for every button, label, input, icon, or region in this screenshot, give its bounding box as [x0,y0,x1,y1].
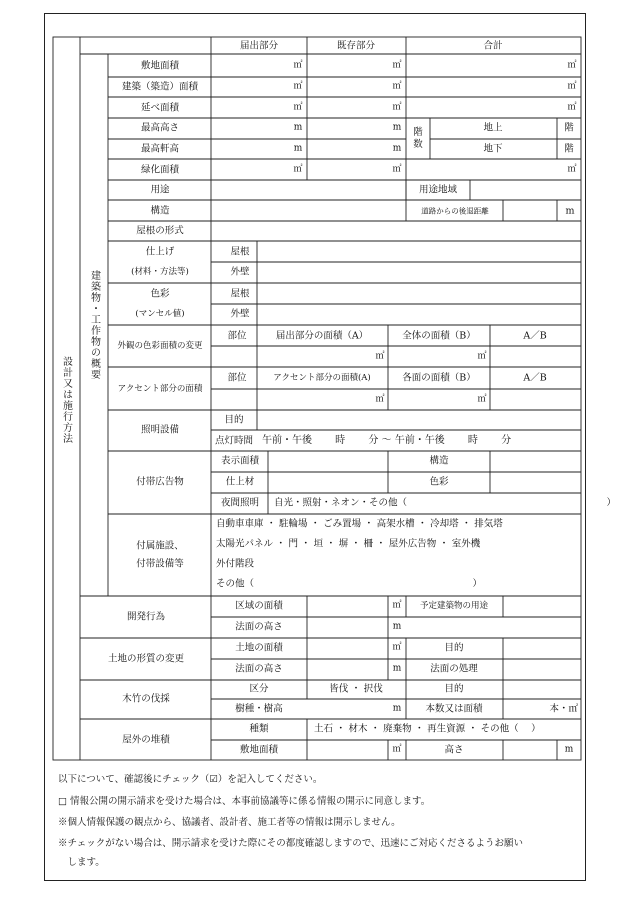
label-ratio: A／B [523,372,547,384]
facilities-line-3: 外付階段 [216,558,255,570]
unit-floor: 階 [564,143,574,155]
label-notified-area: 届出部分の面積（A） [275,330,369,342]
label-storage-height: 高さ [444,744,464,756]
unit-m: m [565,205,575,217]
header-existing: 既存部分 [336,40,376,52]
label-accent-area: アクセント部分の面積 [117,383,203,394]
unit-m2: ㎡ [567,164,577,175]
label-lighting-purpose: 目的 [224,414,244,426]
label-color-sub: (マンセル値) [135,308,185,319]
label-display-area: 表示面積 [220,455,260,467]
label-tree-category: 区分 [249,683,269,695]
label-night-lighting: 夜間照明 [220,497,260,509]
label-land-purpose: 目的 [444,642,464,654]
facilities-line-1: 自動車車庫 ・ 駐輪場 ・ ごみ置場 ・ 高架水槽 ・ 冷却塔 ・ 排気塔 [216,518,503,530]
label-max-height: 最高高さ [140,122,180,134]
label-dev-slope: 法面の高さ [235,621,283,633]
note-5: します。 [58,857,105,868]
side-title: 設計又は施行方法 [60,356,72,444]
unit-m: m [392,663,402,674]
label-facilities: 付属施設、 [136,540,184,552]
label-wall: 外壁 [230,308,250,320]
label-signage: 付帯広告物 [136,476,184,488]
unit-m: m [392,143,402,154]
label-signage-structure: 構造 [429,455,449,467]
label-floors: 階数 [413,127,423,150]
label-storage-kind: 種類 [249,723,269,735]
label-setback: 道路からの後退距離 [421,206,489,216]
label-finish-sub: (材料・方法等) [131,266,189,277]
label-slope-treatment: 法面の処理 [430,663,478,675]
unit-m: m [392,703,402,714]
unit-m: m [293,122,303,133]
unit-m2: ㎡ [392,60,402,71]
unit-m2: ㎡ [293,60,303,71]
unit-m2: ㎡ [293,102,303,113]
label-development: 開発行為 [126,611,166,623]
label-part: 部位 [227,330,247,342]
lighting-hours-text: 午前・午後 時 分 ～ 午前・午後 時 分 [262,435,512,446]
facilities-line-4: その他（ ） [216,578,483,590]
unit-m: m [392,621,402,632]
group-title: 建築物・工作物の概要 [88,270,100,380]
note-4: ※チェックがない場合は、開示請求を受けた際にその都度確認しますので、迅速にご対応くださるようお願い [58,838,524,849]
unit-m2: ㎡ [392,600,402,611]
label-roof: 屋根 [230,246,250,258]
label-tree-felling: 木竹の伐採 [122,693,170,705]
label-lighting-hours: 点灯時間 [214,435,254,447]
label-roof-form: 屋根の形式 [136,225,184,237]
unit-m2: ㎡ [567,60,577,71]
label-green-area: 緑化面積 [140,164,180,176]
unit-m: m [564,744,574,755]
label-tree-purpose: 目的 [444,683,464,695]
label-part: 部位 [227,372,247,384]
label-outdoor-storage: 屋外の堆積 [122,734,170,746]
label-dev-area: 区域の面積 [235,600,283,612]
label-total-area: 全体の面積（B） [402,330,476,342]
label-facilities-2: 付帯設備等 [136,558,184,570]
note-2-consent-checkbox[interactable]: □ 情報公開の開示請求を受けた場合は、本事前協議等に係る情報の開示に同意します。 [58,796,431,807]
label-site-area: 敷地面積 [140,60,180,72]
label-wall: 外壁 [230,266,250,278]
label-tree-count: 本数又は面積 [425,703,483,715]
label-use-district: 用途地域 [418,184,458,196]
unit-m2: ㎡ [477,351,487,362]
label-use: 用途 [150,184,170,196]
label-finish: 仕上げ [145,246,175,258]
label-structure: 構造 [150,205,170,217]
header-total: 合計 [483,40,503,52]
unit-m2: ㎡ [567,81,577,92]
storage-kind-value: 土石 ・ 材木 ・ 廃棄物 ・ 再生資源 ・ その他（ ） [314,723,541,735]
unit-m2: ㎡ [375,351,385,362]
label-finish-material: 仕上材 [225,476,255,488]
night-lighting-options: 自光・照射・ネオン・その他（ ） [274,497,617,509]
unit-m2: ㎡ [477,394,487,405]
label-floors-above: 地上 [483,122,503,134]
note-3: ※個人情報保護の観点から、協議者、設計者、施工者等の情報は開示しません。 [58,817,401,828]
label-exterior-color-area: 外観の色彩面積の変更 [117,340,203,351]
unit-m2: ㎡ [293,81,303,92]
header-notified: 届出部分 [239,40,279,52]
label-land-change: 土地の形質の変更 [107,653,185,665]
label-storage-site-area: 敷地面積 [239,744,279,756]
unit-m2: ㎡ [567,102,577,113]
label-ratio: A／B [523,330,547,342]
unit-floor: 階 [564,122,574,134]
label-each-area: 各面の面積（B） [402,372,476,384]
label-signage-color: 色彩 [429,476,449,488]
unit-m2: ㎡ [293,164,303,175]
label-max-eave: 最高軒高 [140,143,180,155]
label-floors-below: 地下 [483,143,503,155]
label-floor-area: 延べ面積 [140,102,180,114]
note-1: 以下について、確認後にチェック（☑）を記入してください。 [58,774,323,785]
unit-m: m [392,122,402,133]
unit-m2: ㎡ [392,744,402,755]
tree-category-value: 皆伐 ・ 択伐 [329,683,383,695]
label-accent-part-area: アクセント部分の面積(A) [273,372,371,383]
facilities-line-2: 太陽光パネル ・ 門 ・ 垣 ・ 塀 ・ 柵 ・ 屋外広告物 ・ 室外機 [216,538,481,550]
label-building-area: 建築（築造）面積 [121,81,199,93]
label-roof: 屋根 [230,288,250,300]
label-planned-use: 予定建築物の用途 [419,600,489,611]
unit-m2: ㎡ [375,394,385,405]
unit-m2: ㎡ [392,642,402,653]
unit-m: m [293,143,303,154]
label-lighting: 照明設備 [140,424,180,436]
label-land-slope: 法面の高さ [235,663,283,675]
unit-trees: 本・㎡ [549,703,578,715]
label-land-area: 土地の面積 [235,642,283,654]
unit-m2: ㎡ [392,164,402,175]
unit-m2: ㎡ [392,102,402,113]
label-tree-species: 樹種・樹高 [235,703,283,715]
unit-m2: ㎡ [392,81,402,92]
label-color: 色彩 [150,288,170,300]
